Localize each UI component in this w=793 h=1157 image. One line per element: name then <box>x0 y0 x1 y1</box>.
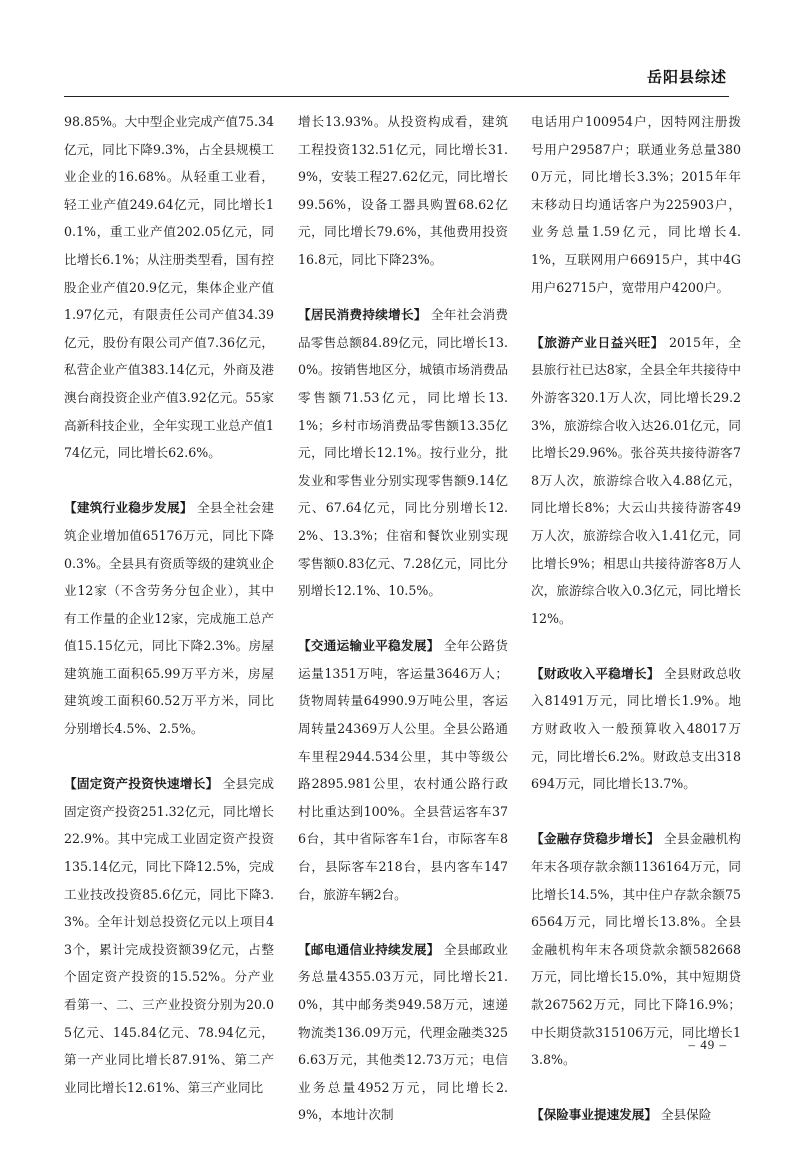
paragraph <box>298 108 508 274</box>
section-insurance <box>531 1101 741 1129</box>
paragraph <box>298 301 508 605</box>
paragraph-body: 全县完成固定资产投资251.32亿元，同比增长22.9%。其中完成工业固定资产投资135.14亿元，同比下降12.5%，完成工业技改投资85.6亿元，同比下降3.3%。全年计划总投资亿元以上项目43个，累计完成投资额39亿元，占整个固定资产投资的15.52%。分产业看第一、二、三产业投资分别为20.05亿元、145.84亿元、78.94亿元，第一产业同比增长87.91%、第二产业同比增长12.61%、第三产业同比 <box>64 776 275 1095</box>
section-heading: 【居民消费持续增长】 <box>298 307 427 323</box>
text-column-3 <box>531 108 741 1157</box>
text-column-1 <box>64 108 274 1129</box>
paragraph-body: 全县邮政业务总量4355.03万元，同比增长21.0%，其中邮务类949.58万元，速递物流类136.09万元，代理金融类3256.63万元，其他类12.73万元；电信业务总量4952万元，同比增长2.9%，本地计次制 <box>298 941 509 1123</box>
paragraph <box>531 329 741 633</box>
section-fixed-investment <box>64 770 274 1101</box>
paragraph <box>298 632 508 908</box>
section-telecom-continued <box>531 108 741 301</box>
section-fiscal <box>531 660 741 798</box>
section-heading: 【邮电通信业持续发展】 <box>298 941 440 957</box>
paragraph-body: 全县金融机构年末各项存款余额1136164万元，同比增长14.5%，其中住户存款余额756564万元，同比增长13.8%。全县金融机构年末各项贷款余额582668万元，同比增长15.0%，其中短期贷款267562万元，同比下降16.9%；中长期贷款315106万元，同比增长13.8%。 <box>531 831 742 1068</box>
section-industry-continued <box>64 108 274 467</box>
header-divider <box>64 96 729 97</box>
paragraph <box>64 494 274 742</box>
paragraph-body: 全县全社会建筑企业增加值65176万元，同比下降0.3%。全县具有资质等级的建筑业企业12家（不含劳务分包企业），其中有工作量的企业12家，完成施工总产值15.15亿元，同比下降2.3%。房屋建筑施工面积65.99万平方米，房屋建筑竣工面积60.52万平方米，同比分别增长4.5%、2.5%。 <box>64 500 275 737</box>
paragraph-body: 98.85%。大中型企业完成产值75.34亿元，同比下降9.3%，占全县规模工业企业的16.68%。从轻重工业看，轻工业产值249.64亿元，同比增长10.1%，重工业产值202.05亿元，同比增长6.1%；从注册类型看，国有控股企业产值20.9亿元，集体企业产值1.97亿元，有限责任公司产值34.39亿元，股份有限公司产值7.36亿元，私营企业产值383.14亿元，外商及港澳台商投资企业产值3.92亿元。55家高新科技企业，全年实现工业总产值174亿元，同比增长62.6%。 <box>64 114 275 461</box>
section-heading: 【交通运输业平稳发展】 <box>298 638 440 654</box>
paragraph-body: 全年公路货运量1351万吨，客运量3646万人；货物周转量64990.9万吨公里，客运周转量24369万人公里。全县公路通车里程2944.534公里，其中等级公路2895.981公里，农村通公路行政村比重达到100%。全县营运客车376台，其中省际客车1台，市际客车8台，县际客车218台，县内客车147台，旅游车辆2台。 <box>298 638 509 902</box>
paragraph <box>64 108 274 467</box>
section-transport <box>298 632 508 908</box>
paragraph <box>531 1101 741 1129</box>
section-heading: 【旅游产业日益兴旺】 <box>531 334 665 350</box>
section-heading: 【建筑行业稳步发展】 <box>64 500 193 516</box>
section-construction <box>64 494 274 742</box>
paragraph-body: 2015年，全县旅行社已达8家，全县全年共接待中外游客320.1万人次，同比增长29.23%，旅游综合收入达26.01亿元，同比增长29.96%。张谷英共接待游客78万人次，旅游综合收入4.88亿元，同比增长8%；大云山共接待游客49万人次，旅游综合收入1.41亿元，同比增长9%；相思山共接待游客8万人次，旅游综合收入0.3亿元，同比增长12%。 <box>531 334 741 626</box>
text-column-2 <box>298 108 508 1157</box>
section-heading: 【保险事业提速发展】 <box>531 1107 657 1123</box>
section-heading: 【财政收入平稳增长】 <box>531 665 660 681</box>
section-investment-continued <box>298 108 508 274</box>
section-heading: 【固定资产投资快速增长】 <box>64 776 219 792</box>
paragraph-body: 全县保险 <box>660 1107 712 1123</box>
paragraph-body: 全县财政总收入81491万元，同比增长1.9%。地方财政收入一般预算收入48017万元，同比增长6.2%。财政总支出318694万元，同比增长13.7%。 <box>531 665 742 792</box>
section-consumption <box>298 301 508 605</box>
section-post-telecom <box>298 936 508 1129</box>
page-number: – 49 – <box>688 1037 727 1052</box>
paragraph <box>298 936 508 1129</box>
running-header-title: 岳阳县综述 <box>646 68 727 86</box>
paragraph-body: 电话用户100954户，因特网注册拨号用户29587户；联通业务总量3800万元，同比增长3.3%；2015年年末移动日均通话客户为225903户，业务总量1.59亿元，同比增长4.1%，互联网用户66915户，其中4G用户62715户，宽带用户4200户。 <box>531 114 741 295</box>
section-heading: 【金融存贷稳步增长】 <box>531 831 660 847</box>
paragraph <box>531 660 741 798</box>
paragraph <box>531 108 741 301</box>
paragraph-body: 全年社会消费品零售总额84.89亿元，同比增长13.0%。按销售地区分，城镇市场消费品零售额71.53亿元，同比增长13.1%；乡村市场消费品零售额13.35亿元，同比增长12.1%。按行业分，批发业和零售业分别实现零售额9.14亿元、67.64亿元，同比分别增长12.2%、13.3%；住宿和餐饮业别实现零售额0.83亿元、7.28亿元，同比分别增长12.1%、10.5%。 <box>298 307 509 599</box>
paragraph-body: 增长13.93%。从投资构成看，建筑工程投资132.51亿元，同比增长31.9%，安装工程27.62亿元，同比增长99.56%，设备工器具购置68.62亿元，同比增长79.6%，其他费用投资16.8元，同比下降23%。 <box>298 114 508 267</box>
section-tourism <box>531 329 741 633</box>
paragraph <box>64 770 274 1101</box>
